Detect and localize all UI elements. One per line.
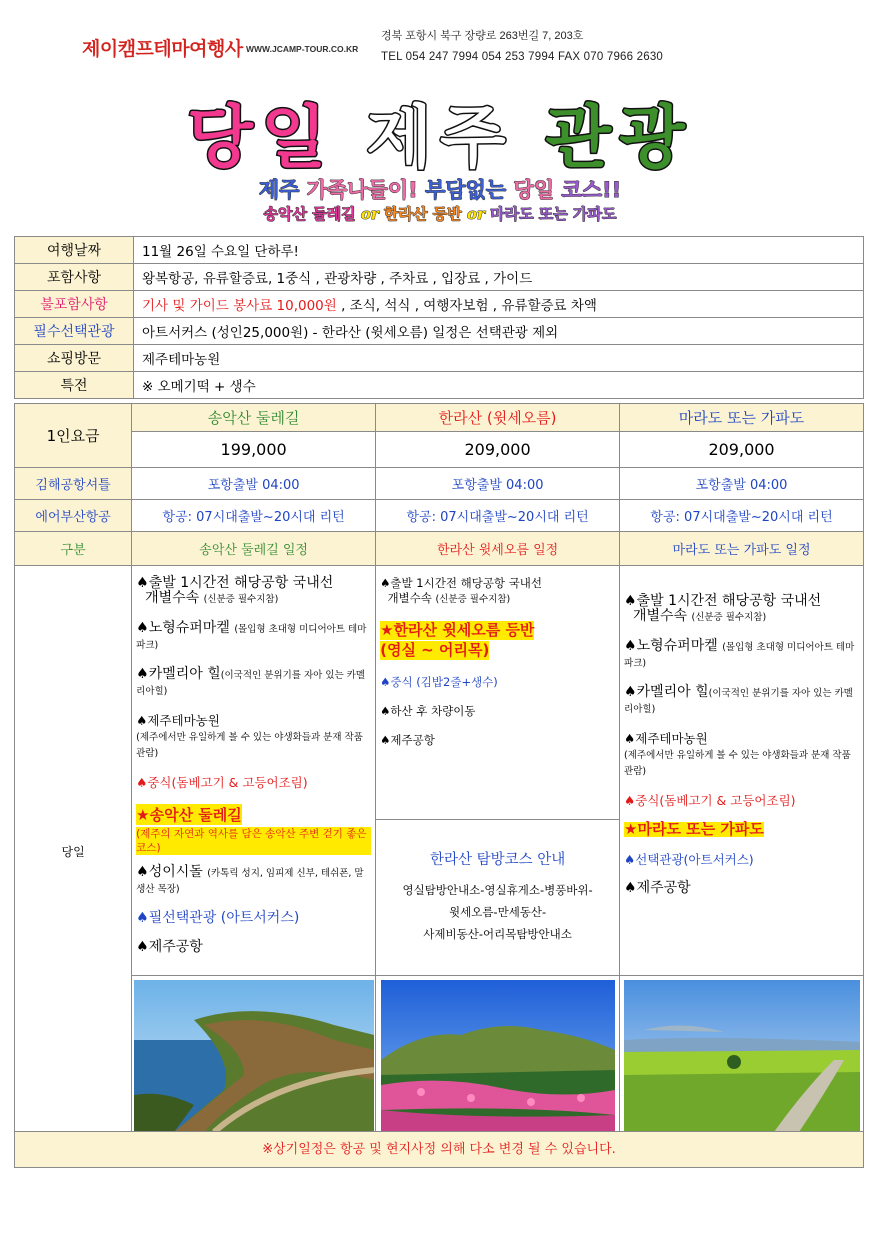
guide-title: 한라산 탐방코스 안내 (429, 852, 566, 868)
list-item: ♠선택관광(아트서커스) (624, 852, 754, 867)
list-item (380, 621, 615, 661)
shuttle-time: 포항출발 04:00 (620, 468, 864, 500)
itinerary-title: 마라도 또는 가파도 일정 (620, 532, 864, 566)
footer-notice: ※상기일정은 항공 및 현지사정 의해 다소 변경 될 수 있습니다. (14, 1131, 864, 1168)
item-note: (이국적인 분위기를 자아 있는 카멜리아힐) (624, 688, 853, 715)
subtitle1-a: 제주 (258, 178, 307, 202)
info-row-shopping (15, 345, 864, 372)
itinerary-title: 한라산 윗세오름 일정 (376, 532, 620, 566)
shuttle-row (15, 468, 864, 500)
itinerary-row (15, 566, 864, 976)
item-note: (신분증 필수지참) (435, 594, 511, 605)
info-row-required-option (15, 318, 864, 345)
agency-name: 제이캠프테마여행사 (82, 38, 243, 60)
subtitle1-d: 당일 (513, 178, 562, 202)
list-item: ♠중식 (김밥2줄+생수) (380, 675, 498, 689)
item-note: (제주에서만 유일하게 볼 수 있는 야생화들과 분재 작품관람) (136, 732, 363, 759)
airline-schedule: 항공: 07시대출발~20시대 리턴 (620, 500, 864, 532)
item-note: (제주에서만 유일하게 볼 수 있는 야생화들과 분재 작품관람) (624, 750, 851, 777)
list-item (136, 865, 371, 897)
item-text: ♠제주테마농원 (136, 713, 220, 728)
subtitle1-b: 가족나들이! (306, 178, 426, 202)
item-text: ♠카멜리아 힐 (136, 666, 221, 682)
item-text: ♠제주테마농원 (624, 731, 708, 746)
course-name: 마라도 또는 가파도 (620, 404, 864, 432)
excluded-rest-text: , 조식, 석식 , 여행자보험 , 유류할증료 차액 (336, 298, 597, 314)
item-text: 개별수속 (632, 608, 692, 624)
guide-line: 영실탐방안내소-영실휴게소-병풍바위- (402, 883, 593, 897)
item-text: ♠출발 1시간전 해당공항 국내선 (624, 593, 822, 609)
list-item (624, 822, 859, 838)
info-value: 11월 26일 수요일 단하루! (134, 237, 864, 264)
list-item (624, 594, 859, 625)
trip-info-table (14, 236, 864, 399)
info-label: 포함사항 (15, 264, 134, 291)
hallasan-photo (381, 980, 615, 1132)
title-part-3: 관광 (545, 99, 693, 178)
highlight-note: (제주의 자연과 역사를 담은 송악산 주변 걷기 좋은 코스) (136, 827, 371, 855)
itinerary-title: 송악산 둘레길 일정 (132, 532, 376, 566)
shuttle-time: 포항출발 04:00 (376, 468, 620, 500)
info-row-benefit (15, 372, 864, 399)
course-name: 한라산 (윗세오름) (376, 404, 620, 432)
gubun-label: 구분 (15, 532, 132, 566)
airline-schedule: 항공: 07시대출발~20시대 리턴 (132, 500, 376, 532)
item-note: (카톡릭 성지, 임피제 신부, 테쉬폰, 말생산 목장) (136, 868, 364, 895)
hallasan-guide (376, 820, 619, 945)
subtitle2-c: 마라도 또는 가파도 (490, 205, 617, 223)
item-text: ♠성이시돌 (136, 864, 208, 880)
list-item (624, 731, 859, 779)
day-label: 당일 (15, 566, 132, 1137)
photo-songaksan-trail (132, 976, 376, 1137)
subtitle2-or-1: or (360, 205, 385, 223)
course-price: 209,000 (620, 432, 864, 468)
photo-hallasan (376, 976, 620, 1137)
info-label: 불포함사항 (15, 291, 134, 318)
itinerary-hallasan (376, 566, 620, 976)
agency-address: 경북 포항시 북구 장량로 263번길 7, 203호 (381, 30, 584, 42)
highlight-text: ★송악산 둘레길 (136, 806, 242, 824)
info-row-date (15, 237, 864, 264)
list-item (624, 685, 859, 717)
itinerary-header-row (15, 532, 864, 566)
subtitle1-e: 코스!! (561, 178, 622, 202)
hallasan-schedule (376, 566, 619, 820)
subtitle2-or-2: or (466, 205, 491, 223)
list-item: ♠제주공항 (136, 939, 203, 955)
item-text: ♠노형슈퍼마켙 (136, 620, 235, 636)
excluded-tip-text: 기사 및 가이드 봉사료 10,000원 (142, 298, 337, 314)
title-part-1: 당일 (187, 99, 335, 178)
info-value: ※ 오메기떡 + 생수 (134, 372, 864, 399)
page-title (0, 84, 880, 181)
subtitle2-b: 한라산 등반 (384, 205, 467, 223)
info-value: 제주테마농원 (134, 345, 864, 372)
course-name-row (15, 404, 864, 432)
itinerary-songaksan (132, 566, 376, 976)
price-row (15, 432, 864, 468)
photo-row (15, 976, 864, 1137)
list-item (136, 713, 371, 761)
course-price: 209,000 (376, 432, 620, 468)
subtitle2-a: 송악산 둘레길 (263, 205, 361, 223)
item-text: ♠노형슈퍼마켙 (624, 638, 723, 654)
highlight-text: ★한라산 윗세오름 등반 (380, 621, 535, 639)
shuttle-time: 포항출발 04:00 (132, 468, 376, 500)
item-note: (이국적인 분위기를 자아 있는 카멜리아힐) (136, 670, 366, 697)
list-item (136, 827, 371, 855)
highlight-text: (영실 ~ 어리목) (380, 641, 490, 659)
item-text: ♠출발 1시간전 해당공항 국내선 (136, 575, 334, 591)
list-item (380, 576, 615, 607)
info-label: 쇼핑방문 (15, 345, 134, 372)
info-value (134, 291, 864, 318)
itinerary-marado (620, 566, 864, 976)
list-item: ♠필선택관광 (아트서커스) (136, 910, 300, 926)
list-item (136, 576, 371, 607)
course-name: 송악산 둘레길 (132, 404, 376, 432)
airline-row (15, 500, 864, 532)
info-value: 왕복항공, 유류할증료, 1중식 , 관광차량 , 주차료 , 입장료 , 가이드 (134, 264, 864, 291)
subtitle1-c: 부담없는 (425, 178, 514, 202)
marado-photo (624, 980, 860, 1132)
list-item: ♠중식(돔베고기 & 고등어조림) (624, 793, 796, 808)
info-label: 여행날짜 (15, 237, 134, 264)
airline-schedule: 항공: 07시대출발~20시대 리턴 (376, 500, 620, 532)
list-item (136, 804, 371, 825)
list-item (624, 639, 859, 671)
item-text: ♠카멜리아 힐 (624, 684, 709, 700)
agency-phone: TEL 054 247 7994 054 253 7994 FAX 070 7966 2630 (381, 51, 664, 63)
course-price: 199,000 (132, 432, 376, 468)
photo-marado (620, 976, 864, 1137)
guide-line: 사제비동산-어리목탐방안내소 (423, 927, 572, 941)
list-item (136, 667, 371, 699)
item-text: 개별수속 (145, 590, 204, 606)
list-item: ♠제주공항 (624, 880, 691, 896)
shuttle-label: 김해공항셔틀 (15, 468, 132, 500)
info-row-excluded (15, 291, 864, 318)
info-label: 특전 (15, 372, 134, 399)
airline-label: 에어부산항공 (15, 500, 132, 532)
list-item (136, 621, 371, 653)
item-note: (신분증 필수지참) (203, 594, 279, 605)
course-table (14, 403, 864, 1137)
highlight-text: ★마라도 또는 가파도 (624, 820, 764, 838)
item-text: 개별수속 (387, 591, 436, 605)
info-value: 아트서커스 (성인25,000원) - 한라산 (윗세오름) 일정은 선택관광 제외 (134, 318, 864, 345)
info-row-included (15, 264, 864, 291)
subtitle-line-1 (0, 174, 880, 204)
title-part-2: 제주 (366, 99, 514, 178)
item-text: ♠출발 1시간전 해당공항 국내선 (380, 576, 543, 590)
songaksan-photo (134, 980, 374, 1132)
info-label: 필수선택관광 (15, 318, 134, 345)
list-item: ♠중식(돔베고기 & 고등어조림) (136, 775, 308, 790)
price-label: 1인요금 (15, 404, 132, 468)
list-item: ♠제주공항 (380, 733, 435, 747)
list-item: ♠하산 후 차량이동 (380, 704, 476, 718)
guide-line: 윗세오름-만세동산- (449, 905, 547, 919)
item-note: (신분증 필수지참) (691, 612, 767, 623)
item-note: (몰입형 초대형 미디어아트 테마파크) (136, 624, 367, 651)
item-note: (몰입형 초대형 미디어아트 테마파크) (624, 642, 855, 669)
agency-website[interactable]: WWW.JCAMP-TOUR.CO.KR (246, 44, 359, 54)
subtitle-line-2 (0, 203, 880, 224)
